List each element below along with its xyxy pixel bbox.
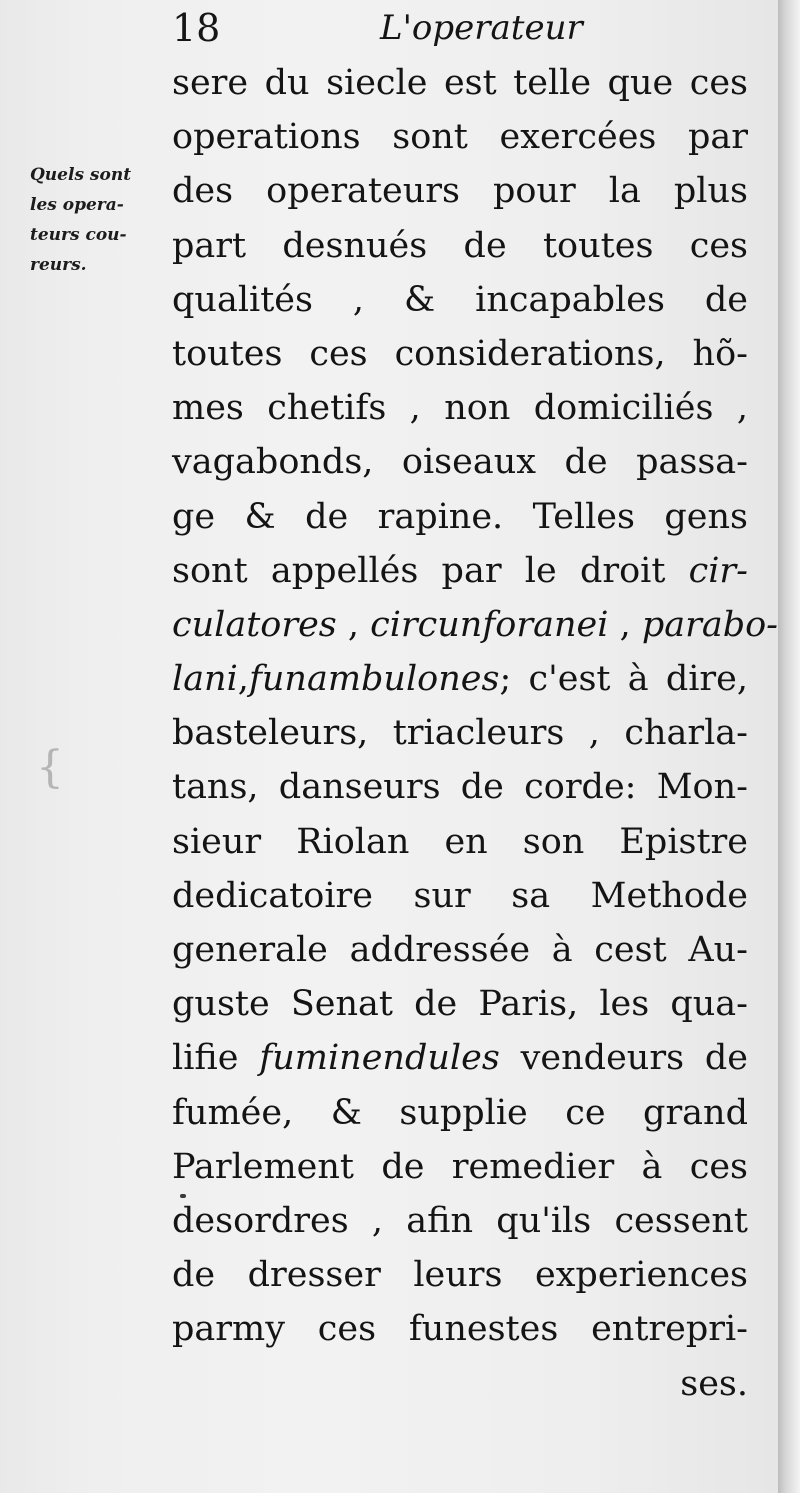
text-segment: , <box>608 604 642 645</box>
italic-term: parabo- <box>641 604 778 645</box>
running-head: L'operateur <box>380 8 583 48</box>
text-segment: mes chetifs , non domiciliés , <box>172 388 748 429</box>
text-segment: operations sont exercées par <box>172 117 748 158</box>
text-segment: parmy ces funestes entrepri- <box>172 1309 748 1350</box>
italic-term: fuminendules <box>259 1038 500 1079</box>
text-line <box>172 977 748 1031</box>
text-segment: sieur Riolan en son Epistre <box>172 821 748 862</box>
italic-term: funambulones <box>248 659 500 700</box>
margin-note-line: reurs. <box>30 255 87 275</box>
text-segment: tans, danseurs de corde: Mon- <box>172 767 748 808</box>
margin-note-line: Quels sont <box>30 165 132 185</box>
ink-speck <box>180 1194 186 1198</box>
text-segment: vagabonds, oiseaux de passa- <box>172 442 748 483</box>
text-segment: qualités , & incapables de <box>172 279 748 320</box>
text-line <box>172 219 748 273</box>
text-segment: ge & de rapine. Telles gens <box>172 496 748 537</box>
text-line <box>172 110 748 164</box>
text-line <box>172 490 748 544</box>
text-segment: ses. <box>680 1363 748 1404</box>
text-segment: fumée, & supplie ce grand <box>172 1092 748 1133</box>
text-segment: des operateurs pour la plus <box>172 171 748 212</box>
text-segment: desordres , afin qu'ils cessent <box>172 1200 748 1241</box>
text-segment: vendeurs de <box>499 1038 748 1079</box>
text-line <box>172 544 748 598</box>
text-line <box>172 1086 748 1140</box>
italic-term: culatores <box>172 604 337 645</box>
text-segment: ; c'est à dire, <box>499 659 748 700</box>
text-segment: , <box>336 604 371 645</box>
italic-term: circunforanei <box>370 604 609 645</box>
page-header <box>172 2 752 54</box>
text-line <box>172 1357 748 1411</box>
text-segment: sont appellés par le droit <box>172 550 689 591</box>
text-line <box>172 923 748 977</box>
text-line <box>172 652 748 706</box>
text-segment: Parlement de remedier à ces <box>172 1146 748 1187</box>
text-segment: generale addressée à cest Au- <box>172 930 748 970</box>
text-line <box>172 1194 748 1248</box>
text-segment: toutes ces considerations, hõ- <box>172 333 748 374</box>
text-line <box>172 381 748 435</box>
text-segment: part desnués de toutes ces <box>172 225 748 266</box>
margin-note-line: les opera- <box>30 195 124 215</box>
text-segment: guste Senat de Paris, les qua- <box>172 984 748 1025</box>
text-line <box>172 1140 748 1194</box>
text-line <box>172 760 748 814</box>
margin-note <box>30 160 160 280</box>
text-line <box>172 1302 748 1356</box>
text-segment: de dresser leurs experiences <box>172 1255 748 1296</box>
text-segment: sere du siecle est telle que ces <box>172 63 748 103</box>
text-line <box>172 327 748 381</box>
text-line <box>172 706 748 760</box>
text-line <box>172 1248 748 1302</box>
margin-note-line: teurs cou- <box>30 225 127 245</box>
text-segment: lifie <box>172 1038 260 1079</box>
page-number: 18 <box>172 6 221 50</box>
text-line <box>172 1031 748 1085</box>
text-line <box>172 273 748 327</box>
text-segment: , <box>237 659 249 700</box>
text-segment: basteleurs, triacleurs , charla- <box>172 713 748 754</box>
text-segment: dedicatoire sur sa Methode <box>172 875 748 916</box>
text-line <box>172 56 748 110</box>
text-line <box>172 815 748 869</box>
body-text <box>172 56 778 1411</box>
text-line <box>172 598 778 652</box>
text-line <box>172 435 748 489</box>
italic-term: lani <box>172 659 238 700</box>
italic-term: cir- <box>688 550 748 591</box>
page-edge-shadow <box>778 0 800 1493</box>
bleed-through-bracket: { <box>36 742 64 793</box>
text-line <box>172 869 748 923</box>
text-line <box>172 164 748 218</box>
